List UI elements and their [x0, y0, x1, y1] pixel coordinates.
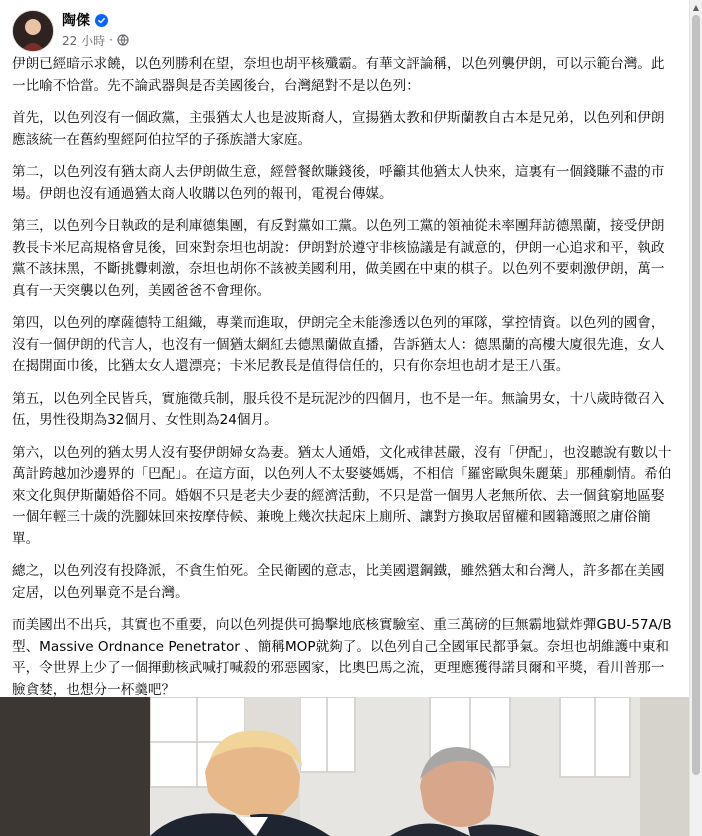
post-body [12, 54, 677, 745]
post-paragraph-8: 總之，以色列沒有投降派，不貪生怕死。全民衛國的意志，比美國還鋼鐵，雖然猶太和台灣人，許多都在美國定居，以色列畢竟不是台灣。 [12, 563, 665, 601]
post-timestamp[interactable]: 22 小時 [62, 33, 106, 48]
meta-separator: · [109, 33, 113, 47]
globe-icon[interactable] [117, 34, 129, 46]
author-row [62, 10, 108, 30]
avatar-image [13, 11, 53, 51]
post-meta [62, 32, 129, 48]
post-paragraph-9: 而美國出不出兵，其實也不重要，向以色列提供可搗擊地底核實驗室、重三萬磅的巨無霸地獄炸彈GBU-57A/B 型、Massive Ordnance Penetrator 、簡稱MOP就夠了。以色列自己全國軍民都爭氣。奈坦也胡維護中東和平，令世界上少了一個揮動核武喊打喊殺的邪惡國家，比奧巴馬之流，更理應獲得諾貝爾和平獎，看川普那一臉貪婪，也想分一杯羹吧？ [12, 617, 677, 698]
post-paragraph-2: 首先，以色列沒有一個政黨，主張猶太人也是波斯裔人，宣揚猶太教和伊斯蘭教自古本是兄弟，以色列和伊朗應該統一在舊約聖經阿伯拉罕的子孫族譜大家庭。 [12, 110, 665, 148]
scroll-up-arrow-icon[interactable]: ▲ [692, 2, 700, 12]
post-paragraph-4: 第三，以色列今日執政的是利庫德集團，有反對黨如工黨。以色列工黨的領袖從未率團拜訪德黑蘭，接受伊朗教長卡米尼高規格會見後，回來對奈坦也胡說：伊朗對於遵守非核協議是有誠意的，伊朗一心追求和平，執政黨不該抹黑，不斷挑釁刺激，奈坦也胡你不該被美國利用，做美國在中東的棋子。以色列不要刺激伊朗，萬一真有一天突襲以色列，美國爸爸不會理你。 [12, 218, 665, 299]
post-paragraph-6: 第五，以色列全民皆兵，實施徵兵制，服兵役不是玩泥沙的四個月，也不是一年。無論男女，十八歲時徵召入伍，男性役期為32個月、女性則為24個月。 [12, 390, 665, 428]
post-photo[interactable] [0, 697, 690, 836]
post-header [12, 8, 672, 52]
scrollbar[interactable] [689, 0, 702, 836]
post-paragraph-1: 伊朗已經暗示求饒，以色列勝利在望，奈坦也胡平核殲霸。有華文評論稱，以色列襲伊朗，可以示範台灣。此一比喻不恰當。先不論武器與是否美國後台，台灣絕對不是以色列： [12, 56, 665, 94]
post-paragraph-5: 第四，以色列的摩薩德特工組織，專業而進取，伊朗完全未能滲透以色列的軍隊，掌控情資。以色列的國會，沒有一個伊朗的代言人，也沒有一個猶太網紅去德黑蘭做直播，告訴猶太人：德黑蘭的高樓大廈很先進，女人在揭開面巾後，比猶太女人還漂亮；卡米尼教長是值得信任的，只有你奈坦也胡才是王八蛋。 [12, 315, 665, 374]
photo-image [0, 697, 690, 836]
profile-avatar[interactable] [12, 10, 54, 52]
post-paragraph-7: 第六，以色列的猶太男人沒有娶伊朗婦女為妻。猶太人通婚，文化戒律甚嚴，沒有「伊配」，也沒聽說有數以十萬計跨越加沙邊界的「巴配」。在這方面，以色列人不太娶婆媽媽，不相信「羅密歐與朱麗葉」那種劇情。希伯來文化與伊斯蘭婚俗不同。婚姻不只是老夫少妻的經濟活動，不只是當一個男人老無所依、去一個貧窮地區娶一個年輕三十歲的洗腳妹回來按摩侍候、兼晚上幾次扶起床上廁所、讓對方換取居留權和國籍護照之庸俗簡單。 [12, 444, 672, 547]
author-name[interactable]: 陶傑 [62, 13, 90, 29]
scroll-thumb[interactable] [692, 15, 700, 775]
verified-badge-icon [95, 14, 108, 27]
post-paragraph-3: 第二，以色列沒有猶太商人去伊朗做生意，經營餐飲賺錢後，呼籲其他猶太人快來，這裏有一個錢賺不盡的市場。伊朗也沒有通過猶太商人收購以色列的報刊，電視台傳媒。 [12, 164, 665, 202]
